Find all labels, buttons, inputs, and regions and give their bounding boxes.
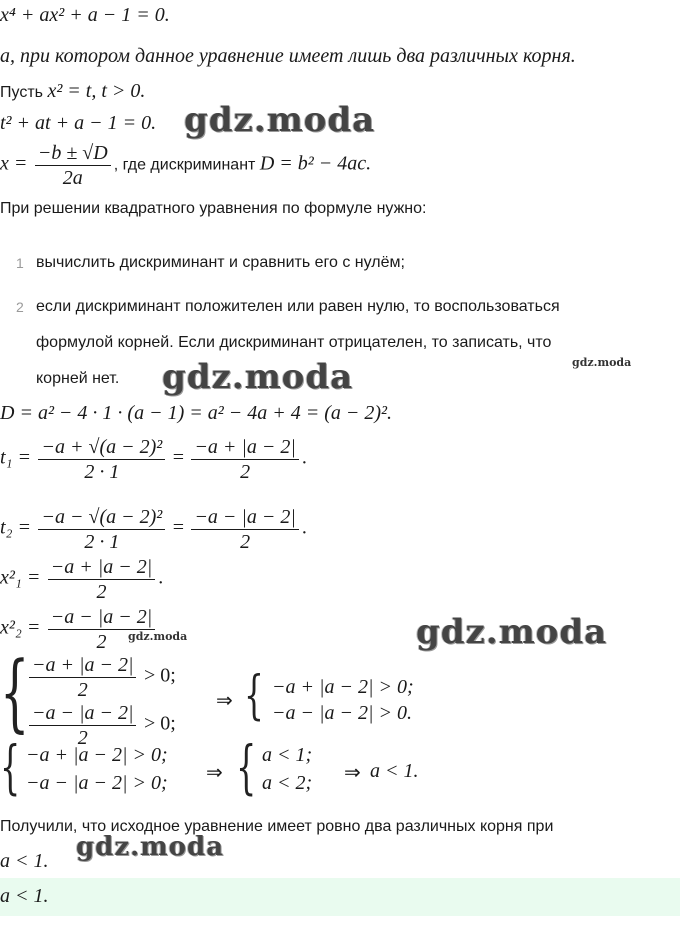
- system1-result-row1: −a + |a − 2| > 0;: [272, 676, 414, 698]
- t2-denominator: 2 · 1: [84, 531, 120, 553]
- step-text: формулой корней. Если дискриминант отрицателен, то записать, что: [36, 334, 552, 351]
- substitution-prefix: Пусть: [0, 84, 43, 101]
- system2-mid-row1: a < 1;: [262, 744, 313, 766]
- discriminant-formula: D = b² − 4ac.: [259, 152, 372, 175]
- system1-row2: [26, 702, 176, 749]
- x2-denominator: 2: [96, 631, 107, 653]
- step-text: если дискриминант положителен или равен нулю, то воспользоваться: [36, 298, 560, 315]
- substitution-line: [0, 80, 145, 103]
- quadratic-equation: t² + at + a − 1 = 0.: [0, 112, 157, 134]
- root-formula-lhs: x =: [0, 152, 28, 175]
- task-text: a, при котором данное уравнение имеет лишь два различных корня.: [0, 45, 576, 67]
- answer-box: [0, 878, 680, 916]
- watermark-logo: gdz.moda: [76, 832, 225, 862]
- t2-formula: [0, 506, 307, 553]
- header-equation: x⁴ + ax² + a − 1 = 0.: [0, 4, 170, 26]
- t1-end: .: [301, 446, 307, 469]
- system2-row1: −a + |a − 2| > 0;: [26, 744, 168, 766]
- system1-row2-numerator: −a − |a − 2|: [29, 702, 136, 726]
- x2-lhs: x²₂ =: [0, 616, 41, 639]
- t2-denominator-simplified: 2: [240, 531, 251, 553]
- t1-fraction-simplified: [191, 436, 298, 483]
- system1-row1-numerator: −a + |a − 2|: [29, 654, 136, 678]
- system2-brace-left: {: [0, 733, 21, 801]
- answer-value: a < 1.: [0, 885, 49, 907]
- x1-formula: [0, 556, 163, 603]
- system1-brace-right: {: [244, 666, 264, 726]
- conclusion-expression: a < 1.: [0, 850, 49, 872]
- watermark-small: gdz.moda: [128, 630, 188, 643]
- substitution-expr: x² = t, t > 0.: [47, 80, 146, 102]
- system2-row2: −a − |a − 2| > 0;: [26, 772, 168, 794]
- root-formula: [0, 142, 371, 189]
- t1-lhs: t₁ =: [0, 446, 32, 469]
- t2-lhs: t₂ =: [0, 516, 32, 539]
- t2-end: .: [301, 516, 307, 539]
- watermark-small: gdz.moda: [572, 356, 632, 369]
- steps-intro: При решении квадратного уравнения по формуле нужно:: [0, 200, 427, 217]
- x1-end: .: [158, 566, 164, 589]
- system1-row1-relation: > 0;: [143, 664, 176, 687]
- root-formula-suffix: , где дискриминант: [113, 156, 256, 174]
- x1-lhs: x²₁ =: [0, 566, 41, 589]
- t1-fraction: [38, 436, 165, 483]
- watermark-logo: gdz.moda: [162, 357, 354, 397]
- t2-fraction-simplified: [191, 506, 298, 553]
- conclusion-text: Получили, что исходное уравнение имеет ровно два различных корня при: [0, 818, 554, 835]
- x1-fraction: [48, 556, 155, 603]
- task-statement: [0, 45, 576, 68]
- t2-equals: =: [172, 516, 184, 539]
- system1-row1: [26, 654, 176, 701]
- system1-implies: ⇒: [216, 690, 233, 712]
- watermark-logo: gdz.moda: [416, 612, 608, 652]
- system2-result: a < 1.: [370, 760, 419, 782]
- system2-brace-mid: {: [236, 733, 257, 801]
- t2-numerator: −a − √(a − 2)²: [38, 506, 165, 530]
- step-text: корней нет.: [36, 370, 120, 387]
- discriminant-computation: D = a² − 4 · 1 · (a − 1) = a² − 4a + 4 = (a − 2)².: [0, 402, 393, 424]
- x1-numerator: −a + |a − 2|: [48, 556, 155, 580]
- system1-row2-relation: > 0;: [143, 712, 176, 735]
- t2-fraction: [38, 506, 165, 553]
- system1-row2-fraction: [29, 702, 136, 749]
- x2-numerator: −a − |a − 2|: [48, 606, 155, 630]
- system1-result-row2: −a − |a − 2| > 0.: [272, 702, 412, 724]
- t1-denominator-simplified: 2: [240, 461, 251, 483]
- system1-row1-fraction: [29, 654, 136, 701]
- step-text: вычислить дискриминант и сравнить его с нулём;: [36, 254, 405, 271]
- step-number: 1: [16, 255, 24, 271]
- t1-denominator: 2 · 1: [84, 461, 120, 483]
- root-formula-numerator: −b ± √D: [35, 142, 111, 166]
- watermark-logo: gdz.moda: [184, 100, 376, 140]
- root-formula-fraction: [35, 142, 111, 189]
- t1-formula: [0, 436, 307, 483]
- system2-implies: ⇒: [206, 762, 223, 784]
- t2-numerator-simplified: −a − |a − 2|: [191, 506, 298, 530]
- t1-equals: =: [172, 446, 184, 469]
- root-formula-denominator: 2a: [62, 167, 83, 189]
- step-number: 2: [16, 299, 24, 315]
- system1-row1-denominator: 2: [77, 679, 88, 701]
- system1-row2-denominator: 2: [77, 727, 88, 749]
- system2-implies-final: ⇒: [344, 762, 361, 784]
- system1-brace-left: {: [0, 643, 30, 741]
- t1-numerator: −a + √(a − 2)²: [38, 436, 165, 460]
- x1-denominator: 2: [96, 581, 107, 603]
- system2-mid-row2: a < 2;: [262, 772, 313, 794]
- t1-numerator-simplified: −a + |a − 2|: [191, 436, 298, 460]
